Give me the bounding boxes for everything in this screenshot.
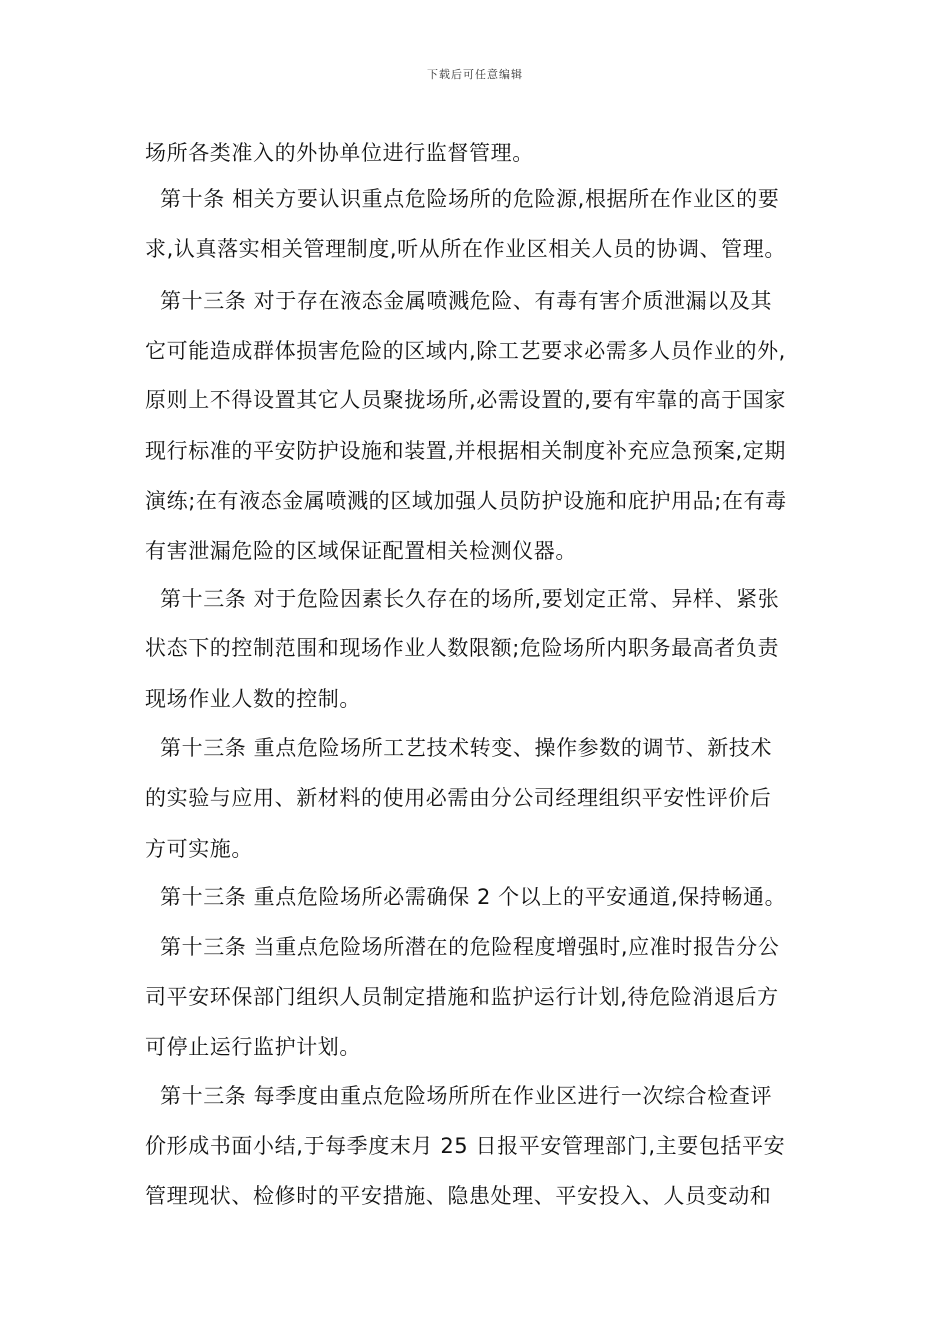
text-line: 第十条 相关方要认识重点危险场所的危险源,根据所在作业区的要: [160, 187, 780, 211]
text-line: 它可能造成群体损害危险的区域内,除工艺要求必需多人员作业的外,: [145, 339, 786, 363]
text-line: 司平安环保部门组织人员制定措施和监护运行计划,待危险消退后方: [145, 985, 779, 1009]
text-line: 管理现状、检修时的平安措施、隐患处理、平安投入、人员变动和: [145, 1184, 772, 1208]
text-line: 可停止运行监护计划。: [145, 1035, 361, 1059]
text-line: 的实验与应用、新材料的使用必需由分公司经理组织平安性评价后: [145, 786, 772, 810]
text-line: 原则上不得设置其它人员聚拢场所,必需设置的,要有牢靠的高于国家: [145, 388, 786, 412]
text-line: 第十三条 对于危险因素长久存在的场所,要划定正常、异样、紧张: [160, 587, 780, 611]
text-line: 第十三条 重点危险场所必需确保 2 个以上的平安通道,保持畅通。: [160, 885, 787, 909]
text-line: 现场作业人数的控制。: [145, 687, 361, 711]
text-line: 方可实施。: [145, 837, 253, 861]
text-line: 第十三条 对于存在液态金属喷溅危险、有毒有害介质泄漏以及其: [160, 289, 773, 313]
text-line: 有害泄漏危险的区域保证配置相关检测仪器。: [145, 539, 577, 563]
text-line: 场所各类准入的外协单位进行监督管理。: [145, 141, 534, 165]
text-line: 第十三条 每季度由重点危险场所所在作业区进行一次综合检查评: [160, 1084, 773, 1108]
page-header: 下载后可任意编辑: [427, 68, 523, 81]
text-line: 求,认真落实相关管理制度,听从所在作业区相关人员的协调、管理。: [145, 237, 786, 261]
text-line: 价形成书面小结,于每季度末月 25 日报平安管理部门,主要包括平安: [145, 1134, 786, 1158]
text-line: 第十三条 重点危险场所工艺技术转变、操作参数的调节、新技术: [160, 736, 773, 760]
text-line: 状态下的控制范围和现场作业人数限额;危险场所内职务最高者负责: [145, 636, 780, 660]
text-line: 现行标准的平安防护设施和装置,并根据相关制度补充应急预案,定期: [145, 439, 786, 463]
text-line: 演练;在有液态金属喷溅的区域加强人员防护设施和庇护用品;在有毒: [145, 489, 787, 513]
text-line: 第十三条 当重点危险场所潜在的危险程度增强时,应准时报告分公: [160, 935, 780, 959]
